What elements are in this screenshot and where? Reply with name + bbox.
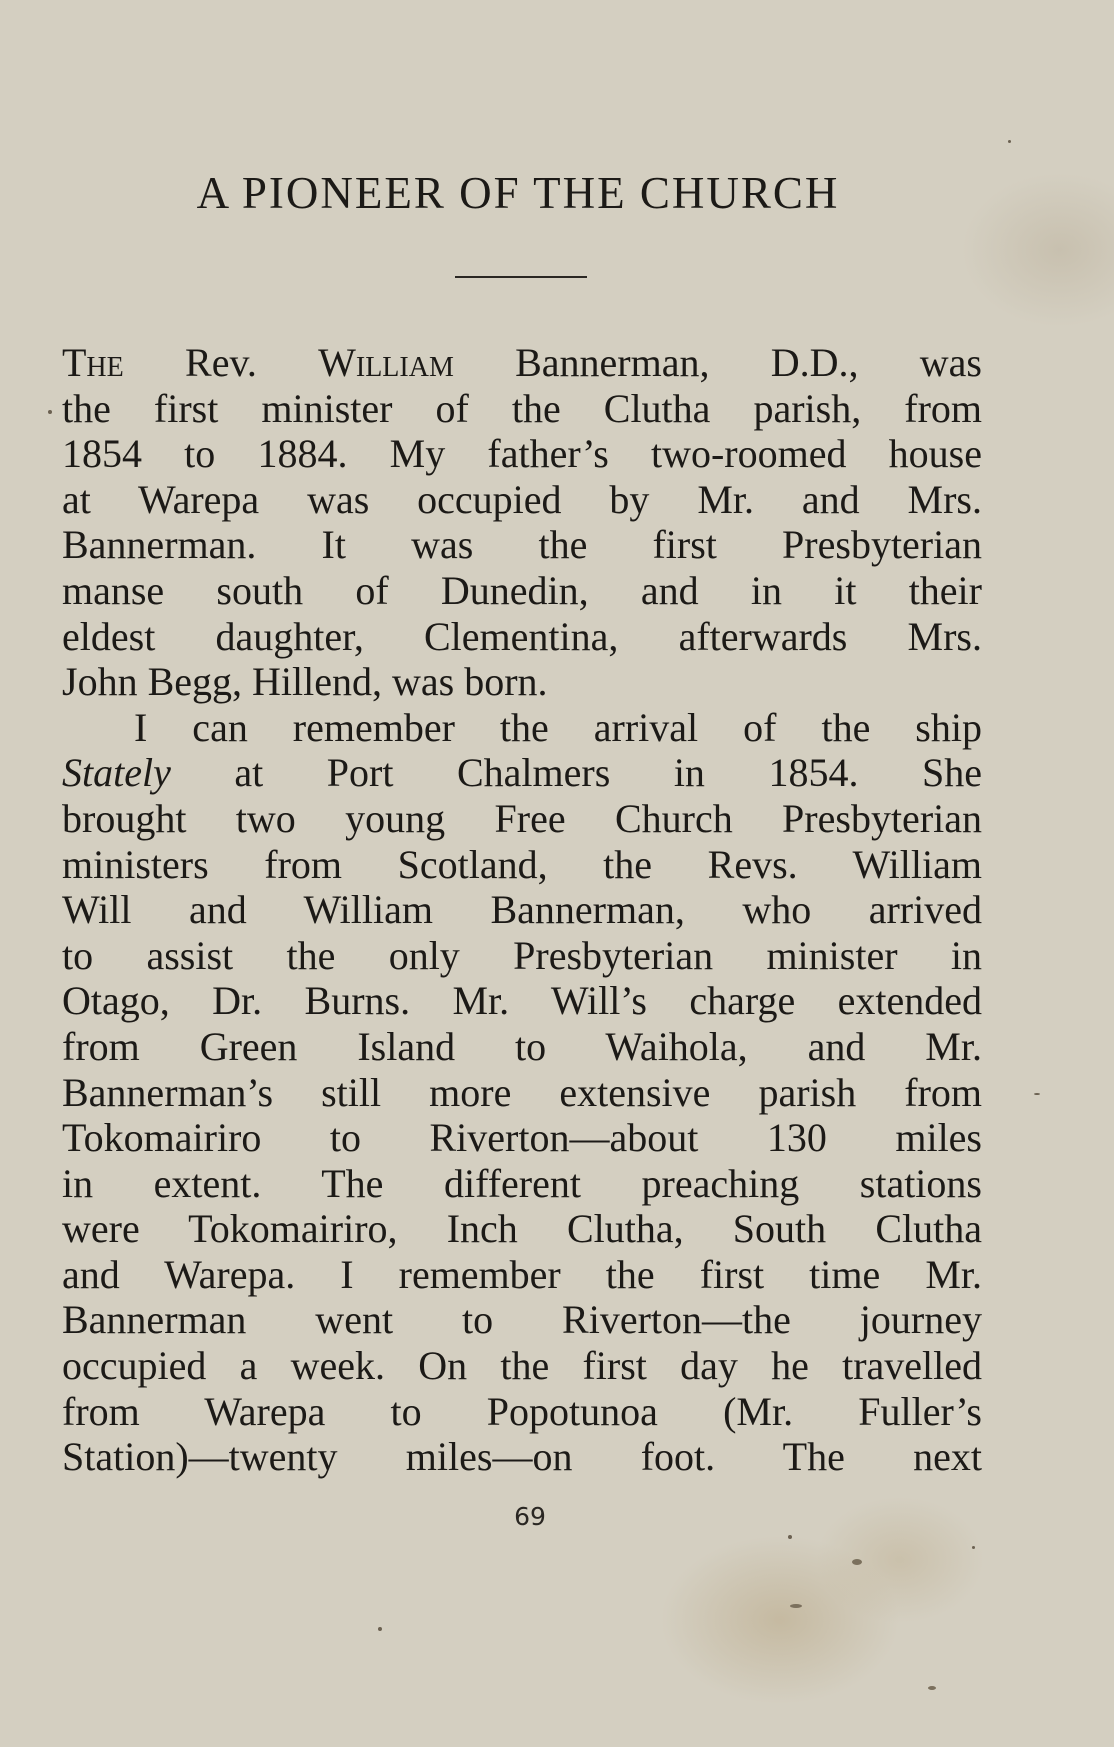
text-line: I can remember the arrival of the ship xyxy=(134,704,982,750)
text-line: Bannerman went to Riverton—the journey xyxy=(62,1297,982,1343)
text-line: from Warepa to Popotunoa (Mr. Fuller’s xyxy=(62,1388,982,1434)
body-text xyxy=(62,340,982,1480)
text-line: to assist the only Presbyterian minister in xyxy=(62,932,982,978)
text-line xyxy=(62,340,982,386)
text-fragment: Bannerman, D.D., was xyxy=(453,340,982,385)
chapter-title: A PIONEER OF THE CHURCH xyxy=(196,168,840,218)
text-line: Otago, Dr. Burns. Mr. Will’s charge extended xyxy=(62,978,982,1024)
paper-speck xyxy=(788,1535,792,1539)
text-line: eldest daughter, Clementina, afterwards Mrs. xyxy=(62,613,982,659)
paper-speck xyxy=(790,1604,802,1608)
text-fragment: at Port Chalmers in 1854. She xyxy=(170,750,982,796)
page-number: 69 xyxy=(514,1502,546,1531)
paper-speck xyxy=(1008,140,1011,143)
text-line: John Begg, Hillend, was born. xyxy=(62,659,548,705)
text-line: and Warepa. I remember the first time Mr. xyxy=(62,1251,982,1297)
paper-speck xyxy=(972,1546,975,1549)
text-line: Bannerman’s still more extensive parish from xyxy=(62,1069,982,1115)
lead-word: The xyxy=(62,340,124,385)
text-line: from Green Island to Waihola, and Mr. xyxy=(62,1023,982,1069)
title-rule xyxy=(455,276,587,278)
text-line: at Warepa was occupied by Mr. and Mrs. xyxy=(62,476,982,522)
text-line: occupied a week. On the first day he travelled xyxy=(62,1343,982,1389)
text-line: ministers from Scotland, the Revs. William xyxy=(62,841,982,887)
text-line: brought two young Free Church Presbyterian xyxy=(62,795,982,841)
text-line: Will and William Bannerman, who arrived xyxy=(62,887,982,933)
text-line xyxy=(62,750,982,796)
text-line: in extent. The different preaching stations xyxy=(62,1160,982,1206)
paper-speck xyxy=(48,410,52,414)
text-line: Bannerman. It was the first Presbyterian xyxy=(62,522,982,568)
text-line: manse south of Dunedin, and in it their xyxy=(62,567,982,613)
text-fragment: Rev. xyxy=(123,340,319,385)
text-line: were Tokomairiro, Inch Clutha, South Clutha xyxy=(62,1206,982,1252)
paper-speck xyxy=(852,1559,862,1565)
text-line: 1854 to 1884. My father’s two-roomed house xyxy=(62,431,982,477)
text-line: Station)—twenty miles—on foot. The next xyxy=(62,1434,982,1480)
ship-name: Stately xyxy=(62,750,171,796)
text-line: Tokomairiro to Riverton—about 130 miles xyxy=(62,1115,982,1161)
lead-name: William xyxy=(318,340,454,385)
paper-speck xyxy=(928,1686,936,1690)
text-line: the first minister of the Clutha parish, from xyxy=(62,385,982,431)
paper-speck xyxy=(378,1627,382,1631)
paper-speck xyxy=(1034,1093,1040,1095)
